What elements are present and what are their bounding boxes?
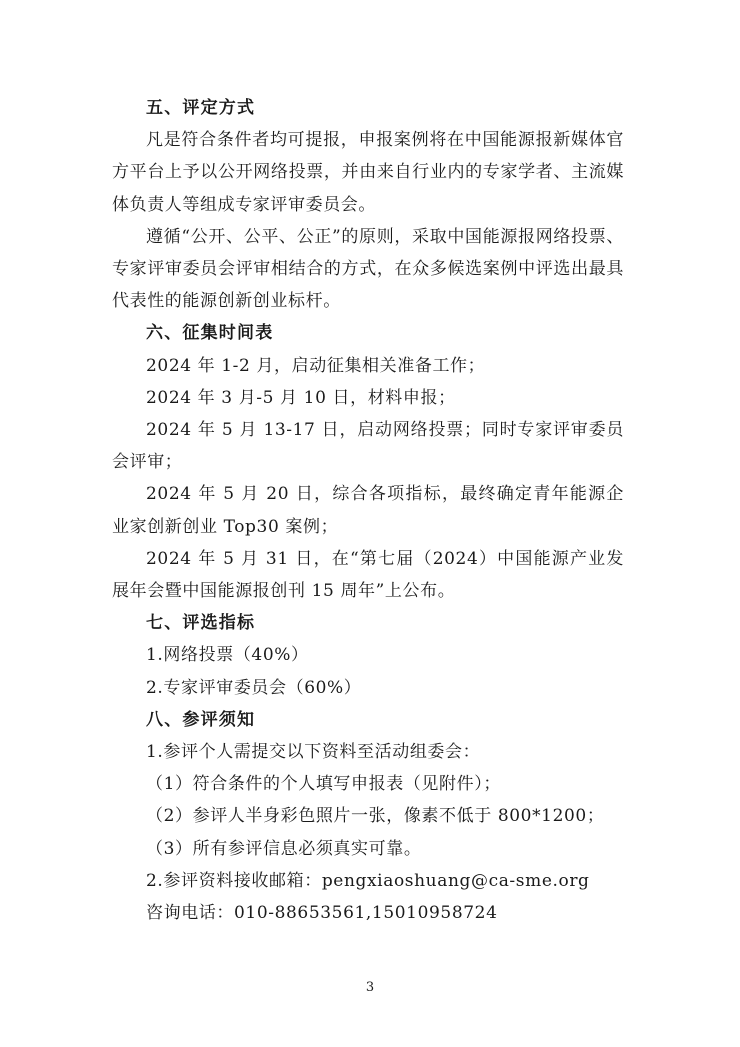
criteria-item: 2.专家评审委员会（60%） xyxy=(146,677,362,698)
schedule-item: 2024 年 5 月 31 日，在“第七届（2024）中国能源产业发展年会暨中国能源报创刊 15 周年”上公布。 xyxy=(112,548,624,602)
section-heading-5: 五、评定方式 xyxy=(146,98,256,118)
notice-subitem: （1）符合条件的个人填写申报表（见附件）； xyxy=(146,774,501,795)
schedule-item: 2024 年 3 月-5 月 10 日，材料申报； xyxy=(146,387,456,408)
paragraph: 遵循“公开、公平、公正”的原则，采取中国能源报网络投票、专家评审委员会评审相结合的方式，在众多候选案例中评选出最具代表性的能源创新创业标杆。 xyxy=(112,226,624,312)
section-heading-8: 八、参评须知 xyxy=(146,709,256,730)
schedule-item: 2024 年 5 月 13-17 日，启动网络投票；同时专家评审委员会评审； xyxy=(112,420,624,473)
section-heading-7: 七、评选指标 xyxy=(146,613,256,634)
contact-email: 2.参评资料接收邮箱：pengxiaoshuang@ca-sme.org xyxy=(146,870,590,891)
notice-subitem: （2）参评人半身彩色照片一张，像素不低于 800*1200； xyxy=(146,806,605,827)
section-heading-6: 六、征集时间表 xyxy=(146,323,274,344)
paragraph: 凡是符合条件者均可提报，申报案例将在中国能源报新媒体官方平台上予以公开网络投票，并由来自行业内的专家学者、主流媒体负责人等组成专家评审委员会。 xyxy=(112,130,624,215)
criteria-item: 1.网络投票（40%） xyxy=(146,645,309,666)
schedule-item: 2024 年 5 月 20 日，综合各项指标，最终确定青年能源企业家创新创业 Top30 案例； xyxy=(112,484,624,537)
notice-subitem: （3）所有参评信息必须真实可靠。 xyxy=(146,838,422,859)
document-body xyxy=(112,92,624,929)
notice-item: 1.参评个人需提交以下资料至活动组委会： xyxy=(146,742,481,763)
page-number: 3 xyxy=(365,980,375,995)
contact-phone: 咨询电话：010-88653561,15010958724 xyxy=(146,903,498,924)
schedule-item: 2024 年 1-2 月，启动征集相关准备工作； xyxy=(146,355,486,376)
